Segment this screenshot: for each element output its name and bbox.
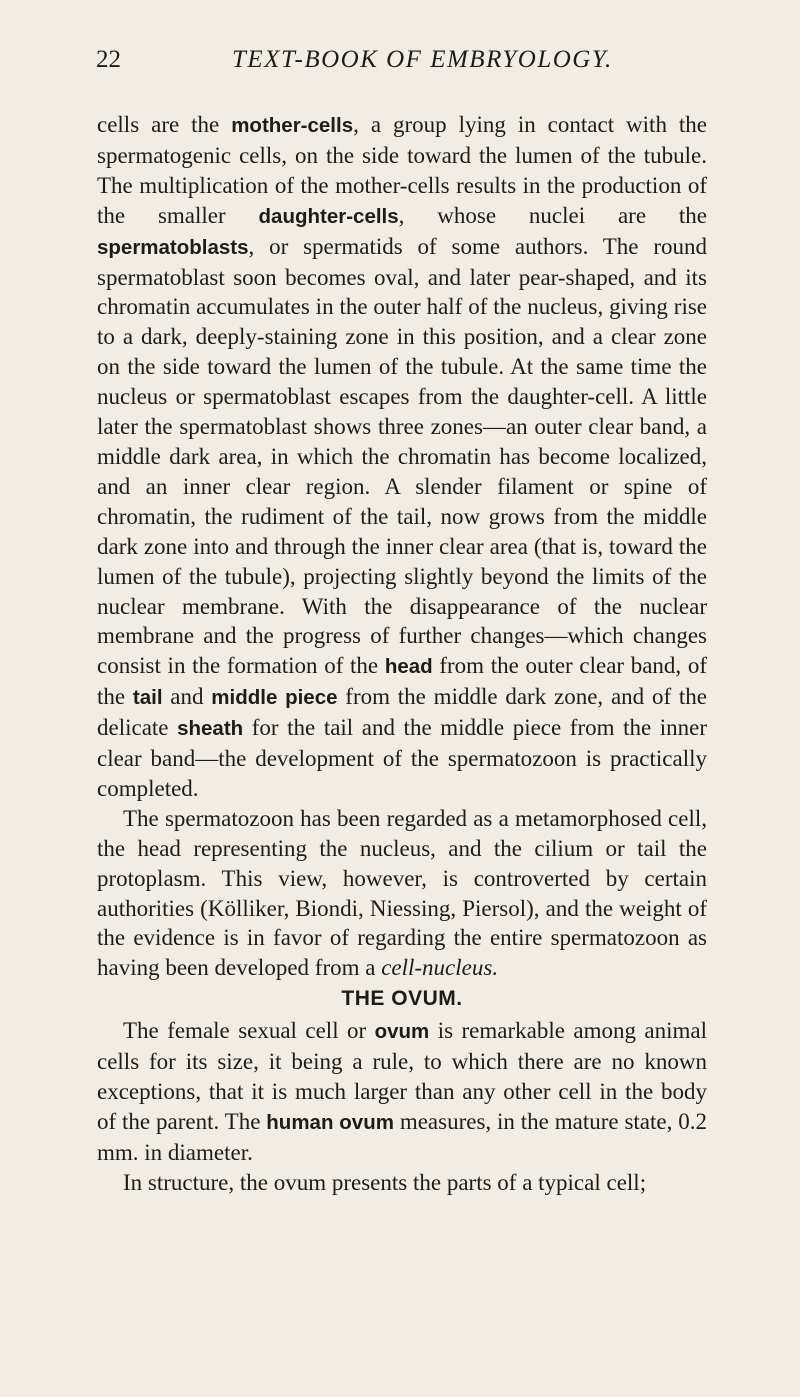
term-spermatoblasts: spermatoblasts [97,235,249,259]
running-title: TEXT-BOOK OF EMBRYOLOGY. [232,46,613,73]
term-cell-nucleus: cell-nucleus. [381,955,499,981]
term-sheath: sheath [177,717,244,741]
term-ovum: ovum [374,1020,430,1044]
text-run: The female sexual cell or [123,1018,375,1044]
running-head [96,46,704,82]
term-daughter-cells: daughter-cells [258,204,399,228]
paragraph-spermatogenesis [97,110,707,804]
term-human-ovum: human ovum [266,1110,394,1134]
page-number: 22 [96,46,121,73]
text-run: The spermatozoon has been regarded as a metamorphosed cell, the head representing the nucleus, and the cilium or tail the protoplasm. This view, however, is controverted by certain authorities (Kölliker, Biondi, Niessing, Piersol), and the weight of the evidence is in favor of regarding the entire spermatozoon as having been developed from a [97,805,707,981]
text-run: , or spermatids of some authors. The round spermatoblast soon becomes oval, and later pear-shaped, and its chromatin accumulates in the outer half of the nucleus, giving rise to a dark, deeply-staining zone in this position, and a clear zone on the side toward the lumen of the tubule. At the same time the nucleus or spermatoblast escapes from the daughter-cell. A little later the spermatoblast shows three zones—an outer clear band, a middle dark area, in which the chromatin has become localized, and an inner clear region. A slender filament or spine of chromatin, the rudiment of the tail, now grows from the middle dark zone into and through the inner clear area (that is, toward the lumen of the tubule), projecting slightly beyond the limits of the nuclear membrane. With the disappearance of the nuclear membrane and the progress of further changes—which changes consist in the formation of the [97,233,707,679]
text-run: , a group lying in contact with the spermatogenic cells, on the side toward the lumen of the tubule. The multiplication of the mother-cells results in the production of the smaller [97,112,707,228]
paragraph-ovum-structure [97,1168,707,1198]
text-run: is remarkable among animal cells for its size, it being a rule, to which there are no known exceptions, that it is much larger than any other cell in the body of the parent. The [97,1018,707,1134]
term-head: head [384,655,433,679]
text-run: cells are the [97,112,232,137]
text-run: from the outer clear band, of the [97,653,707,710]
text-run: , whose nuclei are the [398,202,707,228]
text-run: from the middle dark zone, and of the delicate [97,684,707,741]
text-run: measures, in the mature state, 0.2 mm. in diameter. [97,1108,707,1165]
term-mother-cells: mother-cells [231,114,354,137]
text-run: and [162,684,212,710]
term-middle-piece: middle piece [211,686,338,710]
term-tail: tail [132,686,163,710]
text-run: In structure, the ovum presents the parts of a typical cell; [123,1169,647,1195]
paragraph-spermatozoon-view [97,804,707,983]
paragraph-ovum-size [97,1016,707,1168]
text-run: for the tail and the middle piece from the inner clear band—the development of the spermatozoon is practically completed. [97,715,708,801]
section-heading: THE OVUM. [341,987,463,1011]
body-text [97,110,707,1198]
